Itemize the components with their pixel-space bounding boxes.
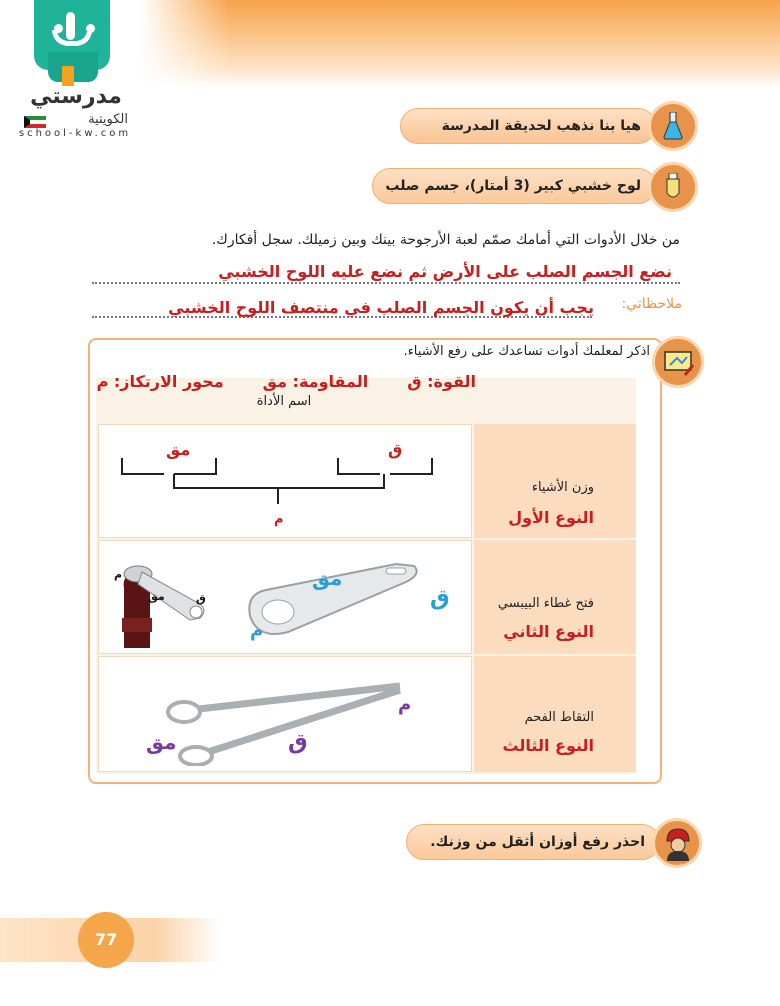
row-2-resistance-label: مق (312, 566, 343, 590)
tongs-photo (150, 676, 410, 766)
easel-icon (652, 336, 704, 388)
row-3-task: التقاط الفحم (524, 710, 594, 725)
logo-subtitle: الكويتية (88, 112, 128, 127)
row-3-fulcrum-label: م (398, 694, 412, 715)
materials-text: لوح خشبي كبير (3 أمتار)، جسم صلب (385, 178, 641, 194)
answer-text-1: نضع الجسم الصلب على الأرض ثم نضع عليه اللوح الخشبي (218, 262, 672, 281)
activity-prompt: اذكر لمعلمك أدوات تساعدك على رفع الأشياء. (403, 344, 650, 359)
row-1-force-label: ق (388, 440, 403, 459)
row-3-force-label: ق (288, 730, 308, 755)
kuwait-flag-icon (24, 116, 46, 128)
notes-label: ملاحظاتي: (621, 296, 682, 312)
lever-type-1-diagram (110, 450, 450, 510)
worker-shape (663, 827, 693, 861)
warning-banner (406, 824, 660, 860)
flask-shape (663, 112, 683, 140)
row-2-small-fulcrum-label: م (114, 568, 123, 581)
header-band (140, 0, 780, 88)
logo-stem (62, 66, 74, 86)
flask-icon (648, 101, 698, 151)
section-title-garden (400, 108, 656, 144)
materials-title (372, 168, 656, 204)
instruction-text: من خلال الأدوات التي أمامك صمّم لعبة الأرجوحة بينك وبين زميلك. سجل أفكارك. (211, 232, 680, 248)
activity-legend: القوة: ق المقاومة: مق محور الارتكاز: م (96, 372, 476, 391)
worker-helmet-icon (652, 818, 702, 868)
test-tube-shape (663, 173, 683, 201)
easel-shape (663, 349, 695, 377)
row-2-force-label: ق (430, 586, 450, 611)
row-1-resistance-label: مق (166, 440, 191, 459)
logo-name: مدرستي (30, 84, 122, 109)
row-3-resistance-label: مق (146, 730, 177, 754)
row-1-type: النوع الأول (508, 508, 594, 527)
header-band-fade (140, 0, 230, 88)
page-number: 77 (78, 912, 134, 968)
row-3-type: النوع الثالث (502, 736, 594, 755)
row-2-fulcrum-label: م (250, 620, 264, 641)
column-header-tool-name: اسم الأداة (256, 394, 312, 409)
warning-text: احذر رفع أوزان أثقل من وزنك. (430, 834, 645, 850)
test-tube-icon (648, 162, 698, 212)
row-2-small-resistance-label: مق (148, 590, 165, 603)
answer-text-2: يجب أن يكون الجسم الصلب في منتصف اللوح الخشبي (168, 298, 594, 317)
row-2-type: النوع الثاني (503, 622, 594, 641)
section-title-text: هيا بنا نذهب لحديقة المدرسة (441, 118, 641, 134)
row-2-task: فتح غطاء البيبسي (497, 596, 594, 611)
logo-url: school-kw.com (18, 128, 132, 139)
row-1-task: وزن الأشياء (531, 480, 594, 495)
row-2-small-force-label: ق (196, 592, 206, 605)
row-1-fulcrum-label: م (274, 512, 284, 527)
